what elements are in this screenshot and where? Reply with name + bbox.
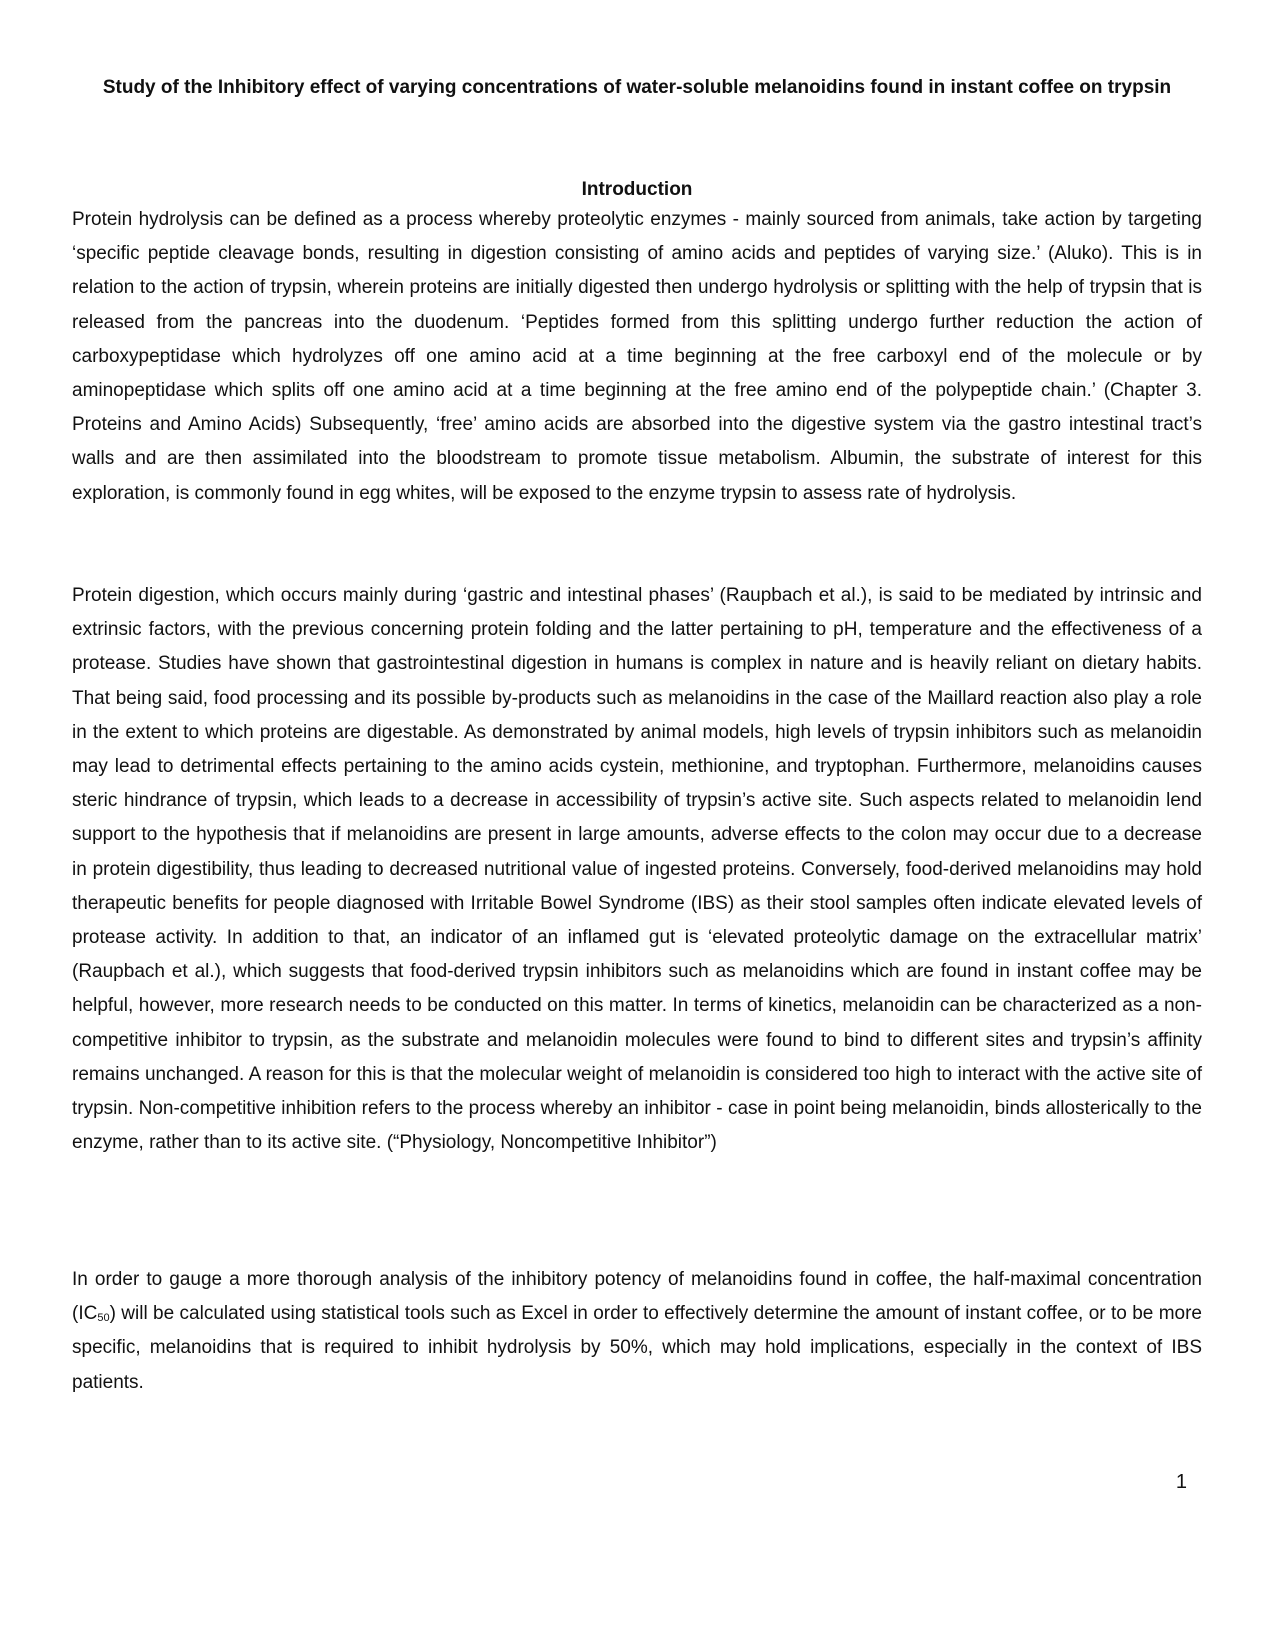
paragraph-3-text-after-subscript: ) will be calculated using statistical tools such as Excel in order to effectively determine the amount of instant coffee, or to be more specific, melanoidins that is required to inhibit hydrolysis by 50%, which may hold implications, especially in the context of IBS patients. — [72, 1303, 1202, 1393]
introduction-paragraph-3 — [72, 1263, 1202, 1400]
paragraph-3-text-before-subscript: In order to gauge a more thorough analysis of the inhibitory potency of melanoidins found in coffee, the half-maximal concentration (IC — [72, 1269, 1202, 1325]
section-heading-introduction: Introduction — [581, 179, 693, 200]
page-number: 1 — [1175, 1471, 1187, 1493]
document-title: Study of the Inhibitory effect of varying concentrations of water-soluble melanoidins found in instant coffee on trypsin — [102, 77, 1172, 98]
introduction-paragraph-1: Protein hydrolysis can be defined as a process whereby proteolytic enzymes - mainly sourced from animals, take action by targeting ‘specific peptide cleavage bonds, resulting in digestion consisting of amino acids and peptides of varying size.’ (Aluko). This is in relation to the action of trypsin, wherein proteins are initially digested then undergo hydrolysis or splitting with the help of trypsin that is released from the pancreas into the duodenum. ‘Peptides formed from this splitting undergo further reduction the action of carboxypeptidase which hydrolyzes off one amino acid at a time beginning at the free carboxyl end of the molecule or by aminopeptidase which splits off one amino acid at a time beginning at the free amino end of the polypeptide chain.’ (Chapter 3. Proteins and Amino Acids) Subsequently, ‘free’ amino acids are absorbed into the digestive system via the gastro intestinal tract’s walls and are then assimilated into the bloodstream to promote tissue metabolism. Albumin, the substrate of interest for this exploration, is commonly found in egg whites, will be exposed to the enzyme trypsin to assess rate of hydrolysis. — [72, 209, 1202, 504]
ic50-subscript: 50 — [97, 1312, 110, 1325]
introduction-paragraph-2: Protein digestion, which occurs mainly during ‘gastric and intestinal phases’ (Raupbach et al.), is said to be mediated by intrinsic and extrinsic factors, with the previous concerning protein folding and the latter pertaining to pH, temperature and the effectiveness of a protease. Studies have shown that gastrointestinal digestion in humans is complex in nature and is heavily reliant on dietary habits. That being said, food processing and its possible by-products such as melanoidins in the case of the Maillard reaction also play a role in the extent to which proteins are digestable. As demonstrated by animal models, high levels of trypsin inhibitors such as melanoidin may lead to detrimental effects pertaining to the amino acids cystein, methionine, and tryptophan. Furthermore, melanoidins causes steric hindrance of trypsin, which leads to a decrease in accessibility of trypsin’s active site. Such aspects related to melanoidin lend support to the hypothesis that if melanoidins are present in large amounts, adverse effects to the colon may occur due to a decrease in protein digestibility, thus leading to decreased nutritional value of ingested proteins. Conversely, food-derived melanoidins may hold therapeutic benefits for people diagnosed with Irritable Bowel Syndrome (IBS) as their stool samples often indicate elevated levels of protease activity. In addition to that, an indicator of an inflamed gut is ‘elevated proteolytic damage on the extracellular matrix’ (Raupbach et al.), which suggests that food-derived trypsin inhibitors such as melanoidins which are found in instant coffee may be helpful, however, more research needs to be conducted on this matter. In terms of kinetics, melanoidin can be characterized as a non-competitive inhibitor to trypsin, as the substrate and melanoidin molecules were found to bind to different sites and trypsin’s affinity remains unchanged. A reason for this is that the molecular weight of melanoidin is considered too high to interact with the active site of trypsin. Non-competitive inhibition refers to the process whereby an inhibitor - case in point being melanoidin, binds allosterically to the enzyme, rather than to its active site. (“Physiology, Noncompetitive Inhibitor”) — [72, 585, 1202, 1154]
